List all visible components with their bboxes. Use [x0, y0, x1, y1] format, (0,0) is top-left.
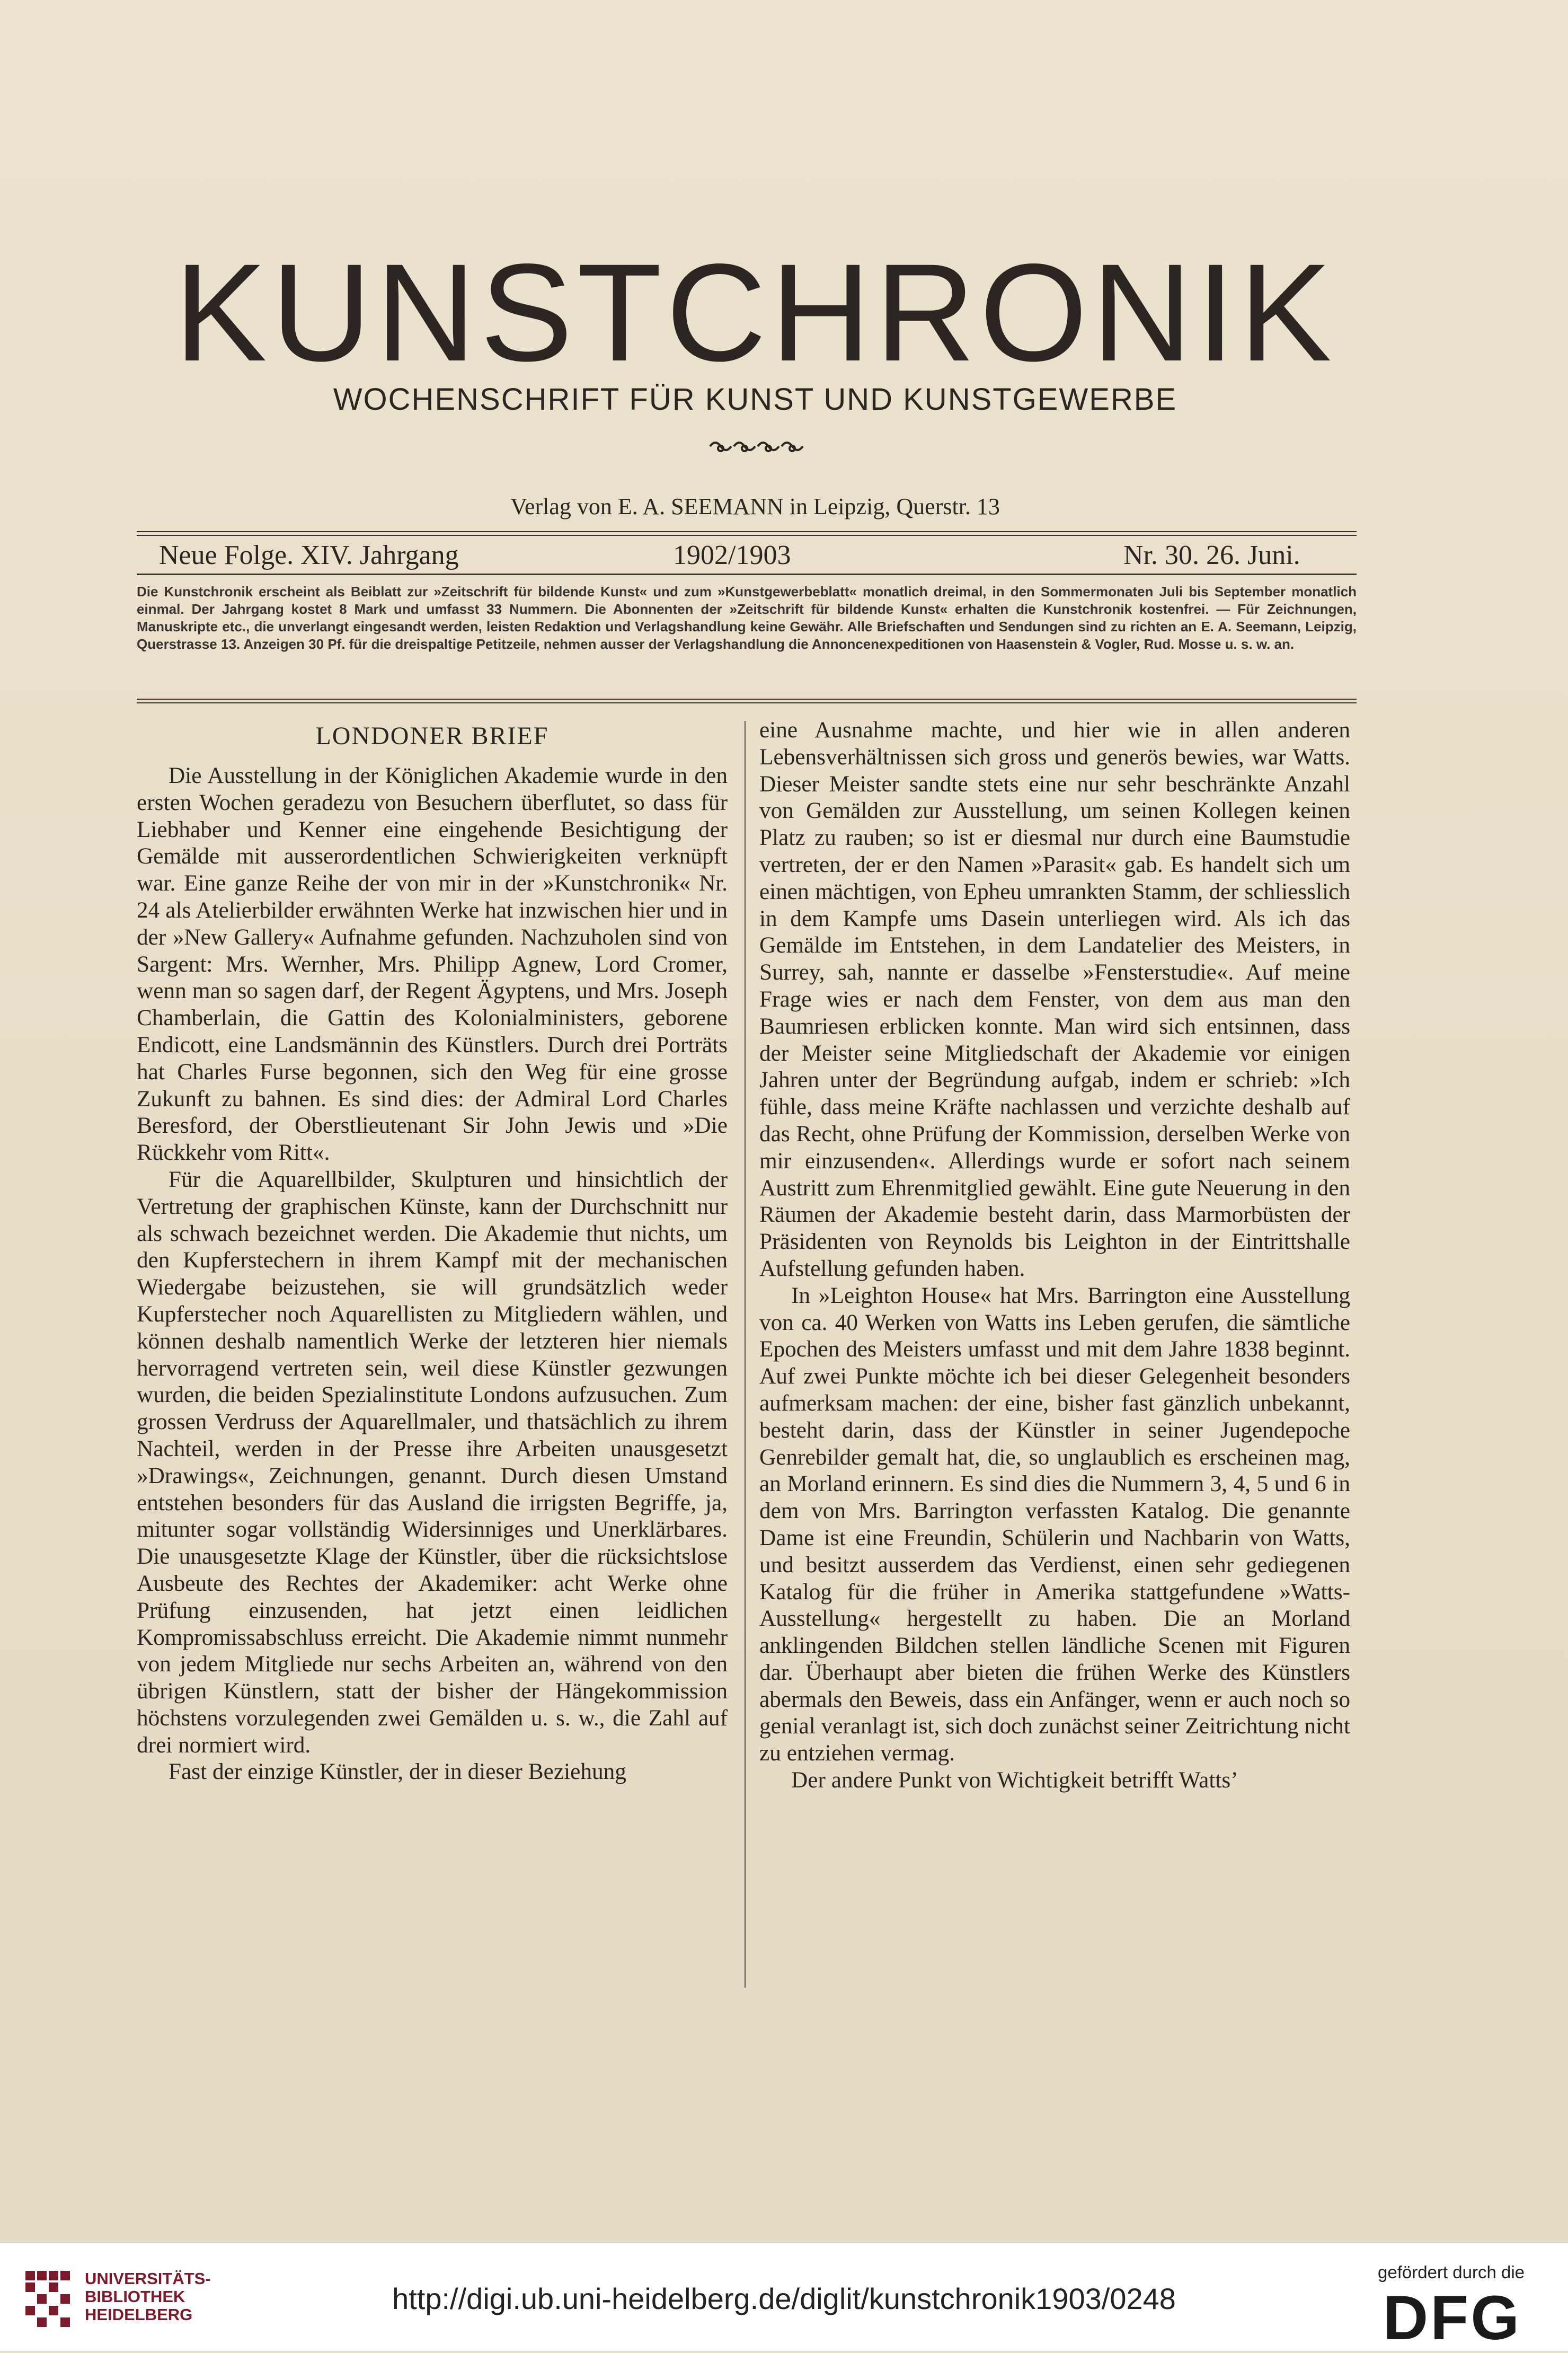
divider-issue	[137, 574, 1357, 575]
article-column-right	[759, 717, 1350, 1794]
article-paragraph: Für die Aquarellbilder, Skulpturen und hinsichtlich der Vertretung der graphischen Künste, kann der Durchschnitt nur als schwach bezeichnet werden. Die Akademie thut nichts, um den Kupferstechern in ihrem Kampf mit der mechanischen Wiedergabe beizustehen, sie will grundsätzlich weder Kupferstecher noch Aquarellisten zu Mitgliedern wählen, und können deshalb namentlich Werke der letzteren hier niemals hervorragend vertreten sein, weil diese Künstler gezwungen wurden, die beiden Spezialinstitute Londons aufzusuchen. Zum grossen Verdruss der Aquarellmaler, und thatsächlich zu ihrem Nachteil, werden in der Presse ihre Arbeiten unausgesetzt »Drawings«, Zeichnungen, genannt. Durch diesen Umstand entstehen besonders für das Ausland die irrigsten Begriffe, ja, mitunter sogar vollständig Widersinniges und Unerklärbares. Die unausgesetzte Klage der Künstler, über die rücksichtslose Ausbeute des Rechtes der Akademiker: acht Werke ohne Prüfung einzusenden, hat jetzt einen leidlichen Kompromissabschluss erreicht. Die Akademie nimmt nunmehr von jedem Mitgliede nur sechs Arbeiten an, während von den übrigen Künstlern, statt der bisher der Hängekommission höchstens vorzulegenden zwei Gemälden u. s. w., die Zahl auf drei normiert wird.	[137, 1166, 728, 1758]
divider-notice-inner	[137, 702, 1357, 703]
article-paragraph: Der andere Punkt von Wichtigkeit betrifft Watts’	[791, 1767, 1238, 1793]
issue-years: 1902/1903	[673, 540, 791, 570]
subscription-notice: Die Kunstchronik erscheint als Beiblatt zur »Zeitschrift für bildende Kunst« und zum »Kunstgewerbeblatt« monatlich dreimal, in den Sommermonaten Juli bis September monatlich einmal. Der Jahrgang kostet 8 Mark und umfasst 33 Nummern. Die Abonnenten der »Zeitschrift für bildende Kunst« erhalten die Kunstchronik kostenfrei. — Für Zeichnungen, Manuskripte etc., die unverlangt eingesandt werden, leisten Redaktion und Verlagshandlung keine Gewähr. Alle Briefschaften und Sendungen sind zu richten an E. A. Seemann, Leipzig, Querstrasse 13. Anzeigen 30 Pf. für die dreispaltige Petitzeile, nehmen ausser der Verlagshandlung die Annoncenexpeditionen von Haasenstein & Vogler, Rud. Mosse u. s. w. an.	[137, 584, 1357, 652]
article-column-left	[137, 721, 728, 1785]
issue-series: Neue Folge. XIV. Jahrgang	[159, 540, 459, 570]
digitization-footer	[0, 2242, 1568, 2351]
issue-line	[159, 540, 1330, 577]
masthead-title: KUNSTCHRONIK	[174, 235, 1336, 390]
article-paragraph: Fast der einzige Künstler, der in dieser Beziehung	[169, 1759, 626, 1785]
publisher-line: Verlag von E. A. SEEMANN in Leipzig, Querstr. 13	[510, 493, 1000, 519]
masthead-subtitle: WOCHENSCHRIFT FÜR KUNST UND KUNSTGEWERBE	[333, 382, 1177, 417]
permalink-url[interactable]: http://digi.ub.uni-heidelberg.de/diglit/kunstchronik1903/0248	[392, 2282, 1176, 2315]
column-divider	[745, 721, 746, 1988]
library-line: HEIDELBERG	[85, 2305, 193, 2324]
library-line: BIBLIOTHEK	[85, 2287, 185, 2306]
article-paragraph: Die Ausstellung in der Königlichen Akademie wurde in den ersten Wochen geradezu von Besuchern überflutet, so dass für Liebhaber und Kenner eine eingehende Besichtigung der Gemälde mit ausserordentlichen Schwierigkeiten verknüpft war. Eine ganze Reihe der von mir in der »Kunstchronik« Nr. 24 als Atelierbilder erwähnten Werke hat inzwischen hier und in der »New Gallery« Aufnahme gefunden. Nachzuholen sind von Sargent: Mrs. Wernher, Mrs. Philipp Agnew, Lord Cromer, wenn man so sagen darf, der Regent Ägyptens, und Mrs. Joseph Chamberlain, die Gattin des Kolonialministers, geborene Endicott, eine Landsmännin des Künstlers. Durch drei Porträts hat Charles Furse begonnen, sich den Weg für eine grosse Zukunft zu bahnen. Es sind dies: der Admiral Lord Charles Beresford, der Oberstlieutenant Sir John Jewis und »Die Rückkehr vom Ritt«.	[137, 763, 728, 1166]
issue-number-date: Nr. 30. 26. Juni.	[1123, 540, 1300, 570]
ornament-icon	[705, 436, 811, 457]
library-line: UNIVERSITÄTS-	[85, 2269, 211, 2288]
article-paragraph: eine Ausnahme machte, und hier wie in allen anderen Lebensverhältnissen sich gross und generös bewies, war Watts. Dieser Meister sandte stets eine nur sehr beschränkte Anzahl von Gemälden zur Ausstellung, um seinen Kollegen keinen Platz zu rauben; so ist er diesmal nur durch eine Baumstudie vertreten, der er den Namen »Parasit« gab. Es handelt sich um einen mächtigen, von Epheu umrankten Stamm, der schliesslich in dem Kampfe ums Dasein unterliegen wird. Als ich das Gemälde im Entstehen, in dem Landatelier des Meisters, in Surrey, sah, nannte er dasselbe »Fensterstudie«. Auf meine Frage wies er nach dem Fenster, von dem aus man den Baumriesen erblicken konnte. Man wird sich entsinnen, dass der Meister seine Mitgliedschaft der Akademie vor einigen Jahren unter der Begründung aufgab, indem er schrieb: »Ich fühle, dass meine Kräfte nachlassen und verzichte deshalb auf das Recht, ohne Prüfung der Kommission, derselben Werke von mir einzusenden«. Allerdings wurde er sofort nach seinem Austritt zum Ehrenmitglied gewählt. Eine gute Neuerung in den Räumen der Akademie besteht darin, dass Marmorbüsten der Präsidenten von Reynolds bis Leighton in der Eintrittshalle Aufstellung gefunden haben.	[759, 717, 1350, 1281]
article-paragraph: In »Leighton House« hat Mrs. Barrington eine Ausstellung von ca. 40 Werken von Watts ins Leben gerufen, die sämtliche Epochen des Meisters umfasst und mit dem Jahre 1838 beginnt. Auf zwei Punkte möchte ich bei dieser Gelegenheit besonders aufmerksam machen: der eine, bisher fast gänzlich unbekannt, besteht darin, dass der Künstler in seiner Jugendepoche Genrebilder gemalt hat, die, so unglaublich es erscheinen mag, an Morland erinnern. Es sind dies die Nummern 3, 4, 5 und 6 in dem von Mrs. Barrington verfassten Katalog. Die genannte Dame ist eine Freundin, Schülerin und Nachbarin von Watts, und besitzt ausserdem das Verdienst, einen sehr gediegenen Katalog für die früher in Amerika stattgefundene »Watts-Ausstellung« hergestellt zu haben. Die an Morland anklingenden Bildchen stellen ländliche Scenen mit Figuren dar. Überhaupt aber bieten die frühen Werke des Künstlers abermals den Beweis, dass ein Anfänger, wenn er auch noch so genial veranlagt ist, sich doch zunächst seiner Zeitrichtung nicht zu entziehen vermag.	[759, 1282, 1350, 1766]
funder-logo: DFG	[1383, 2283, 1522, 2353]
divider-top-inner	[137, 535, 1357, 536]
divider-notice	[137, 699, 1357, 700]
divider-top	[137, 531, 1357, 532]
article-title: LONDONER BRIEF	[315, 722, 549, 750]
funded-by-label: gefördert durch die	[1378, 2262, 1525, 2282]
